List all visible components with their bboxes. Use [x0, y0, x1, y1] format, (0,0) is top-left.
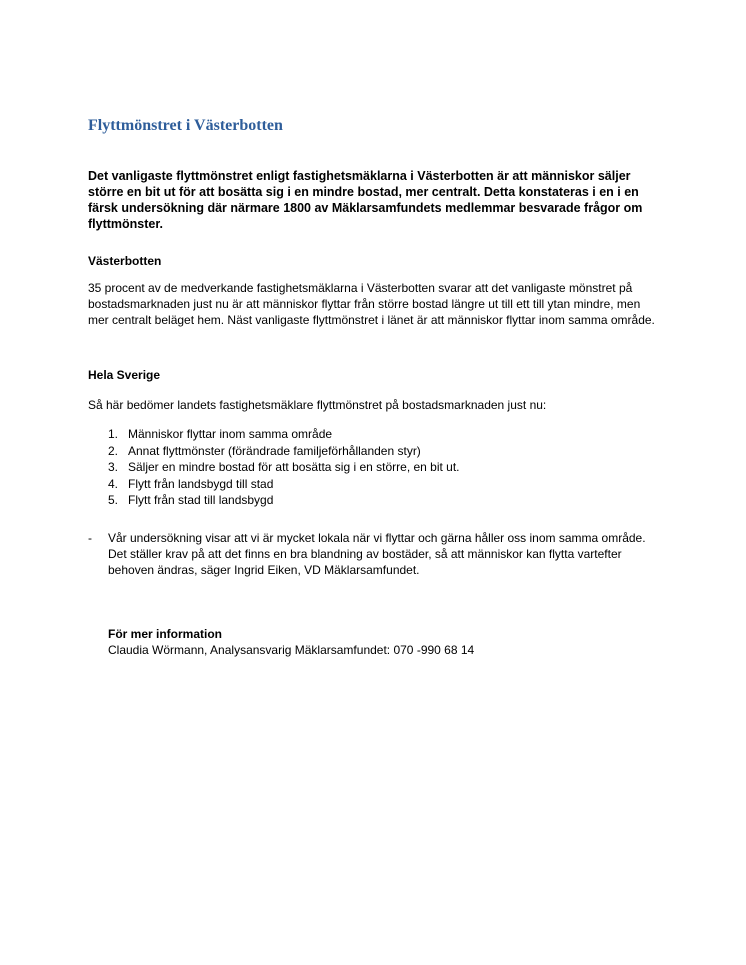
quote-paragraph — [88, 530, 663, 578]
paragraph-vasterbotten: 35 procent av de medverkande fastighetsmäklarna i Västerbotten svarar att det vanligaste mönstret på bostadsmarknaden just nu är att människor flyttar från större bostad längre ut till ett till ytan mindre, men mer centralt beläget hem. Näst vanligaste flyttmönstret i länet är att människor flyttar inom samma område. — [88, 281, 655, 327]
ranking-list — [108, 426, 460, 509]
document-title: Flyttmönstret i Västerbotten — [88, 117, 283, 134]
list-item — [108, 459, 460, 476]
list-item-number: 2. — [108, 443, 119, 458]
heading-vasterbotten: Västerbotten — [88, 254, 162, 268]
list-item — [108, 426, 460, 443]
list-item — [108, 443, 460, 460]
list-item-number: 5. — [108, 493, 119, 507]
heading-hela-sverige: Hela Sverige — [88, 368, 161, 382]
list-item-text: Flytt från landsbygd till stad — [128, 476, 274, 491]
contact-block — [108, 626, 474, 658]
list-item-text: Flytt från stad till landsbygd — [128, 493, 274, 507]
paragraph-sverige-intro: Så här bedömer landets fastighetsmäklare flyttmönstret på bostadsmarknaden just nu: — [88, 398, 547, 412]
list-item-text: Annat flyttmönster (förändrade familjeförhållanden styr) — [128, 443, 421, 458]
list-item — [108, 492, 460, 509]
quote-dash: - — [88, 531, 92, 545]
list-item-text: Säljer en mindre bostad för att bosätta sig i en större, en bit ut. — [128, 460, 460, 474]
contact-line: Claudia Wörmann, Analysansvarig Mäklarsamfundet: 070 -990 68 14 — [108, 643, 475, 657]
contact-heading: För mer information — [108, 627, 223, 641]
list-item-number: 4. — [108, 476, 119, 491]
quote-text: Vår undersökning visar att vi är mycket lokala när vi flyttar och gärna håller oss inom samma område. Det ställer krav på att det finns en bra blandning av bostäder, så att människor kan flytta vartefter behoven ändras, säger Ingrid Eiken, VD Mäklarsamfundet. — [108, 531, 646, 577]
list-item-number: 3. — [108, 460, 119, 474]
lead-paragraph: Det vanligaste flyttmönstret enligt fastighetsmäklarna i Västerbotten är att människor säljer större en bit ut för att bosätta sig i en mindre bostad, mer centralt. Detta konstateras i en i en färsk undersökning där närmare 1800 av Mäklarsamfundets medlemmar besvarade frågor om flyttmönster. — [88, 169, 643, 231]
list-item-text: Människor flyttar inom samma område — [128, 427, 333, 441]
list-item — [108, 476, 460, 493]
list-item-number: 1. — [108, 427, 119, 441]
